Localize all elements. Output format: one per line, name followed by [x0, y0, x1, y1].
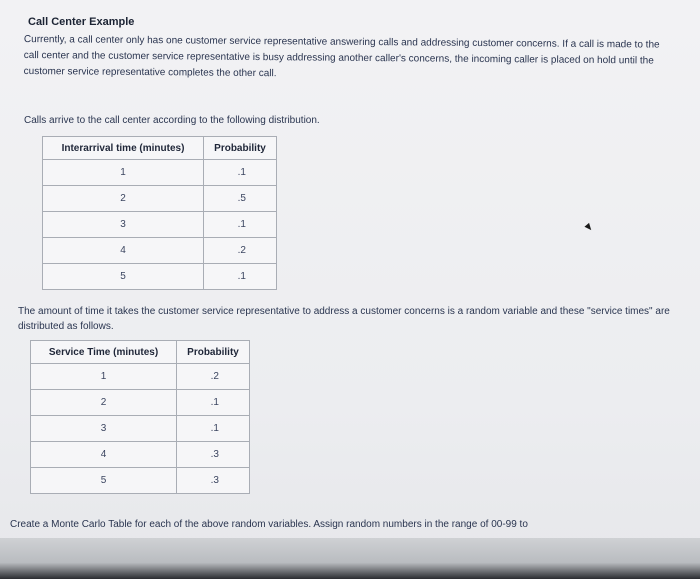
- table-cell: .1: [204, 212, 277, 238]
- table-header-row: [43, 137, 277, 160]
- table-row: [31, 416, 250, 442]
- table-cell: 1: [43, 160, 204, 186]
- table-cell: .3: [177, 468, 250, 494]
- table-row: [43, 212, 277, 238]
- column-header: Interarrival time (minutes): [43, 137, 204, 160]
- table-cell: 5: [43, 264, 204, 290]
- page-title: Call Center Example: [28, 16, 135, 28]
- table-row: [43, 264, 277, 290]
- intro-paragraph: Currently, a call center only has one customer service representative answering calls and addressing customer concerns. If a call is made to the call center and the customer service representative is busy addressing another caller's concerns, the incoming caller is placed on hold until the customer service representative completes the other call.: [23, 33, 660, 80]
- table-cell: .1: [177, 416, 250, 442]
- table-row: [31, 468, 250, 494]
- table-cell: .1: [204, 160, 277, 186]
- screen-bottom-edge: [0, 538, 700, 579]
- interarrival-table: [42, 136, 277, 290]
- table-row: [31, 442, 250, 468]
- table-cell: 2: [43, 186, 204, 212]
- arrivals-paragraph: Calls arrive to the call center according to the following distribution.: [24, 115, 320, 126]
- table-cell: .1: [204, 264, 277, 290]
- service-table: [30, 340, 250, 494]
- table-row: [31, 364, 250, 390]
- table-cell: 2: [31, 390, 177, 416]
- column-header: Probability: [177, 341, 250, 364]
- table-cell: 3: [31, 416, 177, 442]
- table-row: [43, 186, 277, 212]
- table-row: [43, 160, 277, 186]
- column-header: Service Time (minutes): [31, 341, 177, 364]
- instruction-paragraph: Create a Monte Carlo Table for each of the above random variables. Assign random numbers in the range of 00-99 to: [10, 519, 528, 530]
- table-row: [43, 238, 277, 264]
- table-cell: .5: [204, 186, 277, 212]
- mouse-cursor-icon: [584, 223, 593, 232]
- column-header: Probability: [204, 137, 277, 160]
- table-header-row: [31, 341, 250, 364]
- table-cell: 4: [31, 442, 177, 468]
- table-cell: 1: [31, 364, 177, 390]
- table-row: [31, 390, 250, 416]
- table-cell: .2: [204, 238, 277, 264]
- table-cell: 4: [43, 238, 204, 264]
- service-paragraph: The amount of time it takes the customer service representative to address a customer concerns is a random variable and these "service times" are distributed as follows.: [18, 306, 670, 332]
- table-cell: .2: [177, 364, 250, 390]
- table-cell: .3: [177, 442, 250, 468]
- table-cell: 5: [31, 468, 177, 494]
- table-cell: 3: [43, 212, 204, 238]
- table-cell: .1: [177, 390, 250, 416]
